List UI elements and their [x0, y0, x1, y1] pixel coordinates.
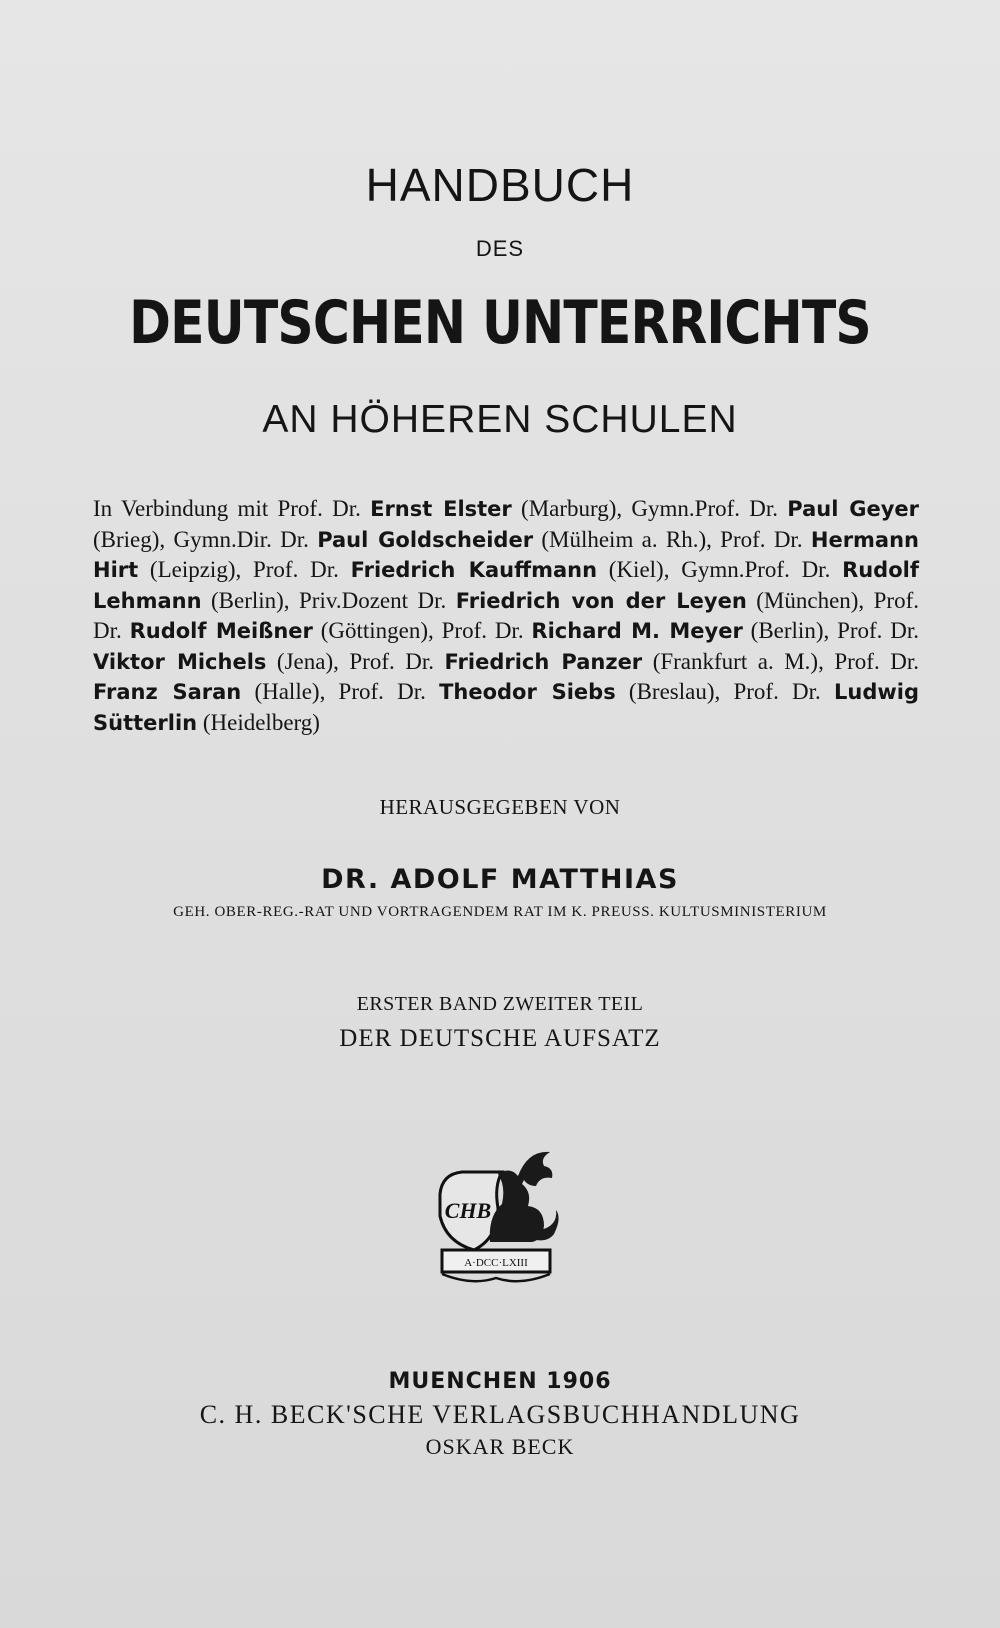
collaborator-text: (Kiel), Gymn.Prof. Dr.	[597, 557, 843, 582]
collaborator-name: Hermann Hirt	[93, 527, 920, 582]
editor-title: GEH. OBER-REG.-RAT UND VORTRAGENDEM RAT IM K. PREUSS. KULTUSMINISTERIUM	[173, 904, 827, 920]
collaborator-text: (Breslau), Prof. Dr.	[615, 679, 834, 704]
collaborator-name: Paul Geyer	[787, 497, 920, 521]
collaborator-text: (Leipzig), Prof. Dr.	[138, 557, 351, 582]
printers-mark-ribbon: A·DCC·LXIII	[464, 1257, 528, 1269]
title-subtitle: AN HÖHEREN SCHULEN	[262, 398, 738, 441]
collaborator-name: Friedrich von der Leyen	[455, 588, 747, 613]
collaborator-text: (Berlin), Priv.Dozent Dr.	[201, 587, 456, 613]
collaborator-text: (Brieg), Gymn.Dir. Dr.	[93, 526, 318, 552]
collaborator-name: Friedrich Kauffmann	[350, 558, 598, 582]
imprint-place: MUENCHEN 1906	[388, 1369, 612, 1394]
collaborator-text: (Göttingen), Prof. Dr.	[312, 618, 532, 643]
collaborator-name: Rudolf Meißner	[129, 619, 313, 643]
collaborator-name: Franz Saran	[93, 680, 242, 704]
printers-mark-griffin-icon	[432, 1146, 562, 1286]
collaborator-name: Ernst Elster	[370, 497, 512, 521]
collaborators-paragraph	[93, 494, 919, 738]
collaborator-text: In Verbindung mit Prof. Dr.	[93, 496, 371, 521]
collaborator-name: Paul Goldscheider	[317, 527, 534, 552]
collaborator-text: (Berlin), Prof. Dr.	[742, 618, 920, 643]
collaborator-text: (Marburg), Gymn.Prof. Dr.	[511, 496, 788, 521]
collaborator-text: (Mülheim a. Rh.), Prof. Dr.	[533, 526, 811, 552]
collaborator-name: Theodor Siebs	[439, 680, 616, 704]
collaborator-text: (Frankfurt a. M.), Prof. Dr.	[642, 648, 919, 674]
collaborator-name: Rudolf Lehmann	[93, 558, 919, 613]
collaborator-name: Ludwig Sütterlin	[93, 680, 919, 735]
collaborator-name: Friedrich Panzer	[444, 649, 643, 674]
editor-name: DR. ADOLF MATTHIAS	[321, 864, 679, 895]
collaborator-text: (München), Prof. Dr.	[93, 587, 920, 643]
collaborator-text: (Heidelberg)	[197, 709, 320, 735]
collaborator-text: (Jena), Prof. Dr.	[266, 648, 445, 674]
volume-subject: DER DEUTSCHE AUFSATZ	[339, 1025, 661, 1052]
title-des: DES	[475, 236, 525, 261]
title-main: DEUTSCHEN UNTERRICHTS	[129, 288, 871, 358]
imprint-owner: OSKAR BECK	[425, 1434, 575, 1459]
collaborator-name: Richard M. Meyer	[531, 619, 743, 643]
collaborator-text: (Halle), Prof. Dr.	[241, 679, 440, 704]
imprint-publisher: C. H. BECK'SCHE VERLAGSBUCHHANDLUNG	[199, 1400, 801, 1429]
printers-mark-monogram: CHB	[444, 1198, 492, 1223]
title-handbuch: HANDBUCH	[365, 159, 635, 211]
editor-label: HERAUSGEGEBEN VON	[379, 795, 621, 819]
collaborator-name: Viktor Michels	[93, 649, 267, 674]
volume-label: ERSTER BAND ZWEITER TEIL	[356, 993, 644, 1015]
